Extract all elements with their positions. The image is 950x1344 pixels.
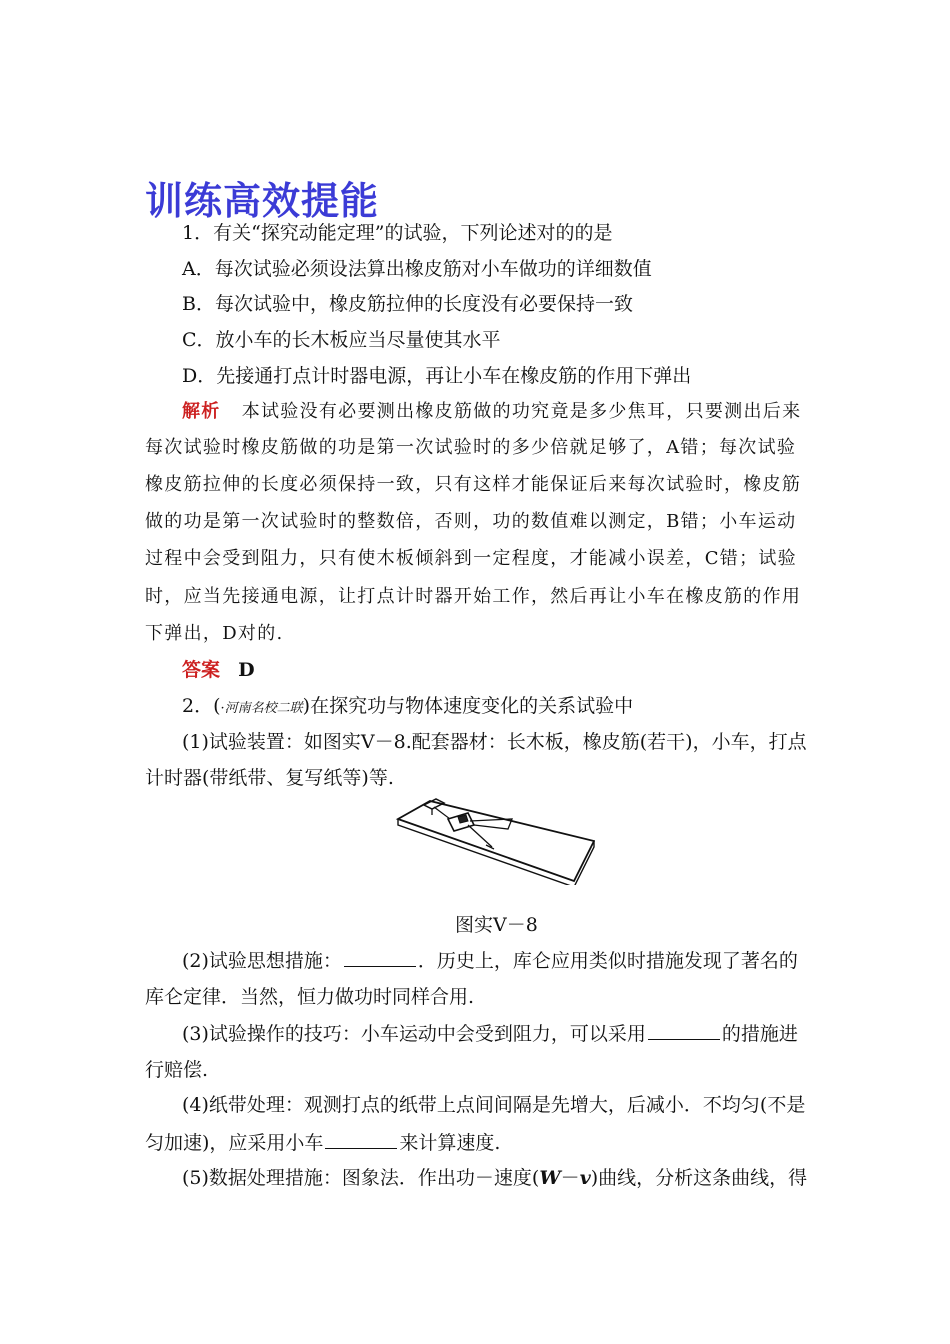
answer-value: D	[238, 659, 255, 681]
q2-part4-text-a: 匀加速)，应采用小车	[145, 1132, 324, 1154]
analysis-label: 解析	[182, 401, 221, 422]
symbol-v: v	[579, 1167, 591, 1189]
q1-analysis-line-5: 过程中会受到阻力，只有使木板倾斜到一定程度，才能减小误差，C错；试验	[145, 548, 797, 569]
q2-part4-text-b: 来计算速度.	[399, 1132, 501, 1154]
q2-part2-text-a: (2)试验思想措施：	[182, 950, 342, 972]
q1-answer	[182, 658, 255, 682]
q2-part2-line1	[182, 948, 798, 973]
q1-option-d: D．先接通打点计时器电源，再让小车在橡皮筋的作用下弹出	[182, 365, 692, 387]
q2-part2-text-b: ．历史上，库仑应用类似时措施发现了著名的	[417, 950, 798, 972]
q2-part3-text-b: 的措施进	[721, 1023, 798, 1045]
q2-part3-line2: 行赔偿.	[145, 1059, 209, 1081]
cart-block	[458, 815, 468, 823]
q1-analysis-line-6: 时，应当先接通电源，让打点计时器开始工作，然后再让小车在橡皮筋的作用	[145, 586, 802, 607]
blank-part2[interactable]	[344, 948, 416, 967]
q2-part1-line1: (1)试验装置：如图实Ⅴ－8.配套器材：长木板，橡皮筋(若干)，小车，打点	[182, 731, 807, 753]
symbol-w: W	[539, 1167, 561, 1189]
q1-analysis-line-4: 做的功是第一次试验时的整数倍，否则，功的数值难以测定，B错；小车运动	[145, 511, 797, 532]
analysis-text: 本试验没有必要测出橡皮筋做的功究竟是多少焦耳，只要测出后来	[241, 401, 802, 422]
section-heading: 训练高效提能	[145, 179, 380, 223]
q2-part4-line1: (4)纸带处理：观测打点的纸带上点间间隔是先增大，后减小．不均匀(不是	[182, 1094, 806, 1116]
q1-analysis-line-7: 下弹出，D对的.	[145, 623, 284, 644]
q1-stem: 1．有关“探究动能定理”的试验，下列论述对的的是	[182, 222, 613, 244]
q2-stem	[182, 694, 633, 721]
q1-analysis-line-3: 橡皮筋拉伸的长度必须保持一致，只有这样才能保证后来每次试验时，橡皮筋	[145, 474, 802, 495]
q2-part4-line2	[145, 1130, 500, 1155]
q1-analysis-line-2: 每次试验时橡皮筋做的功是第一次试验时的多少倍就足够了，A错；每次试验	[145, 437, 797, 458]
apparatus-figure	[390, 795, 595, 885]
blank-part3[interactable]	[648, 1021, 720, 1040]
answer-label: 答案	[182, 659, 221, 681]
string	[468, 825, 492, 847]
q2-part5-text-a: (5)数据处理措施：图象法．作出功－速度(	[182, 1167, 540, 1189]
q1-analysis-line-1	[182, 400, 801, 424]
q2-part5-text-b: )曲线，分析这条曲线，得	[590, 1167, 808, 1189]
q2-part1-line2: 计时器(带纸带、复写纸等)等.	[145, 767, 394, 789]
q2-part3-text-a: (3)试验操作的技巧：小车运动中会受到阻力，可以采用	[182, 1023, 646, 1045]
q2-part5-line1	[182, 1166, 807, 1190]
q2-part3-line1	[182, 1021, 798, 1046]
figure-caption: 图实Ⅴ－8	[455, 914, 538, 936]
q1-option-a: A．每次试验必须设法算出橡皮筋对小车做功的详细数值	[182, 258, 652, 280]
q2-number: 2．(	[182, 695, 221, 717]
q1-option-c: C．放小车的长木板应当尽量使其水平	[182, 329, 501, 351]
q2-stem-text: )在探究功与物体速度变化的关系试验中	[302, 695, 634, 717]
q1-option-b: B．每次试验中，橡皮筋拉伸的长度没有必要保持一致	[182, 293, 633, 315]
symbol-dash: －	[560, 1167, 580, 1189]
q2-source: ·河南名校二联	[220, 701, 303, 716]
blank-part4[interactable]	[325, 1130, 397, 1149]
board-top	[398, 801, 594, 881]
q2-part2-line2: 库仑定律．当然，恒力做功时同样合用.	[145, 986, 475, 1008]
paper-tape	[470, 819, 512, 829]
